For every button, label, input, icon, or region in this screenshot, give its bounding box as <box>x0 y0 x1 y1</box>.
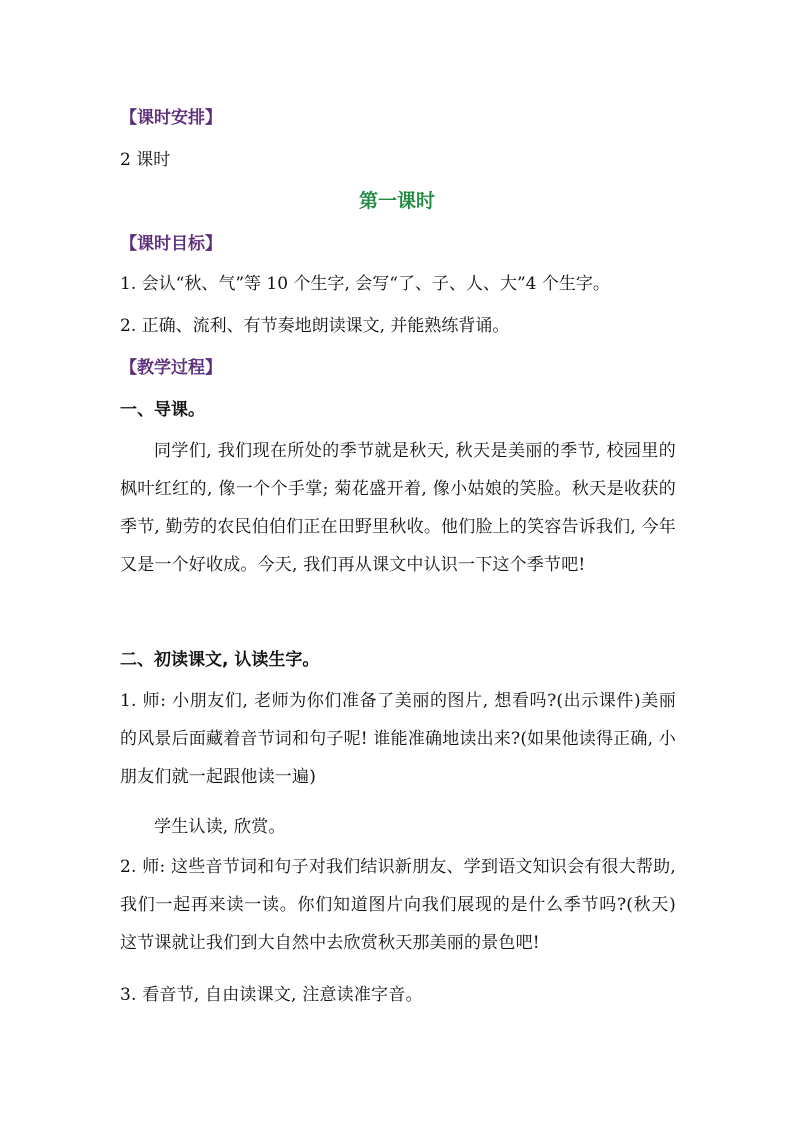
step-1-text: 1. 师: 小朋友们, 老师为你们准备了美丽的图片, 想看吗?(出示课件)美丽的风景后面藏着音节词和句子呢! 谁能准确地读出来?(如果他读得正确, 小朋友们就一起跟他读一遍) <box>120 691 676 787</box>
step-2-text: 2. 师: 这些音节词和句子对我们结识新朋友、学到语文知识会有很大帮助, 我们一起再来读一读。你们知道图片向我们展现的是什么季节吗?(秋天)这节课就让我们到大自然中去欣赏秋天那美丽的景色吧! <box>120 857 676 953</box>
step-3-text: 3. 看音节, 自由读课文, 注意读准字音。 <box>120 985 423 1005</box>
schedule-value: 2 课时 <box>120 150 171 170</box>
step-1-note: 学生认读, 欣赏。 <box>154 817 286 837</box>
goals-heading: 【课时目标】 <box>120 234 222 254</box>
section-1-title: 一、导课。 <box>120 400 205 420</box>
section-2-title: 二、初读课文, 认读生字。 <box>120 650 320 670</box>
goal-item-2: 2. 正确、流利、有节奏地朗读课文, 并能熟练背诵。 <box>120 316 510 336</box>
section-1-paragraph: 同学们, 我们现在所处的季节就是秋天, 秋天是美丽的季节, 校园里的枫叶红红的, 像一个个手掌; 菊花盛开着, 像小姑娘的笑脸。秋天是收获的季节, 勤劳的农民伯伯们正在田野里秋收。他们脸上的笑容告诉我们, 今年又是一个好收成。今天, 我们再从课文中认识一下这个季节吧! <box>120 441 676 575</box>
lesson-title: 第一课时 <box>358 190 435 212</box>
schedule-heading: 【课时安排】 <box>120 108 222 128</box>
goal-item-1: 1. 会认“秋、气”等 10 个生字, 会写“了、子、人、大”4 个生字。 <box>120 274 610 294</box>
process-heading: 【教学过程】 <box>120 358 222 378</box>
